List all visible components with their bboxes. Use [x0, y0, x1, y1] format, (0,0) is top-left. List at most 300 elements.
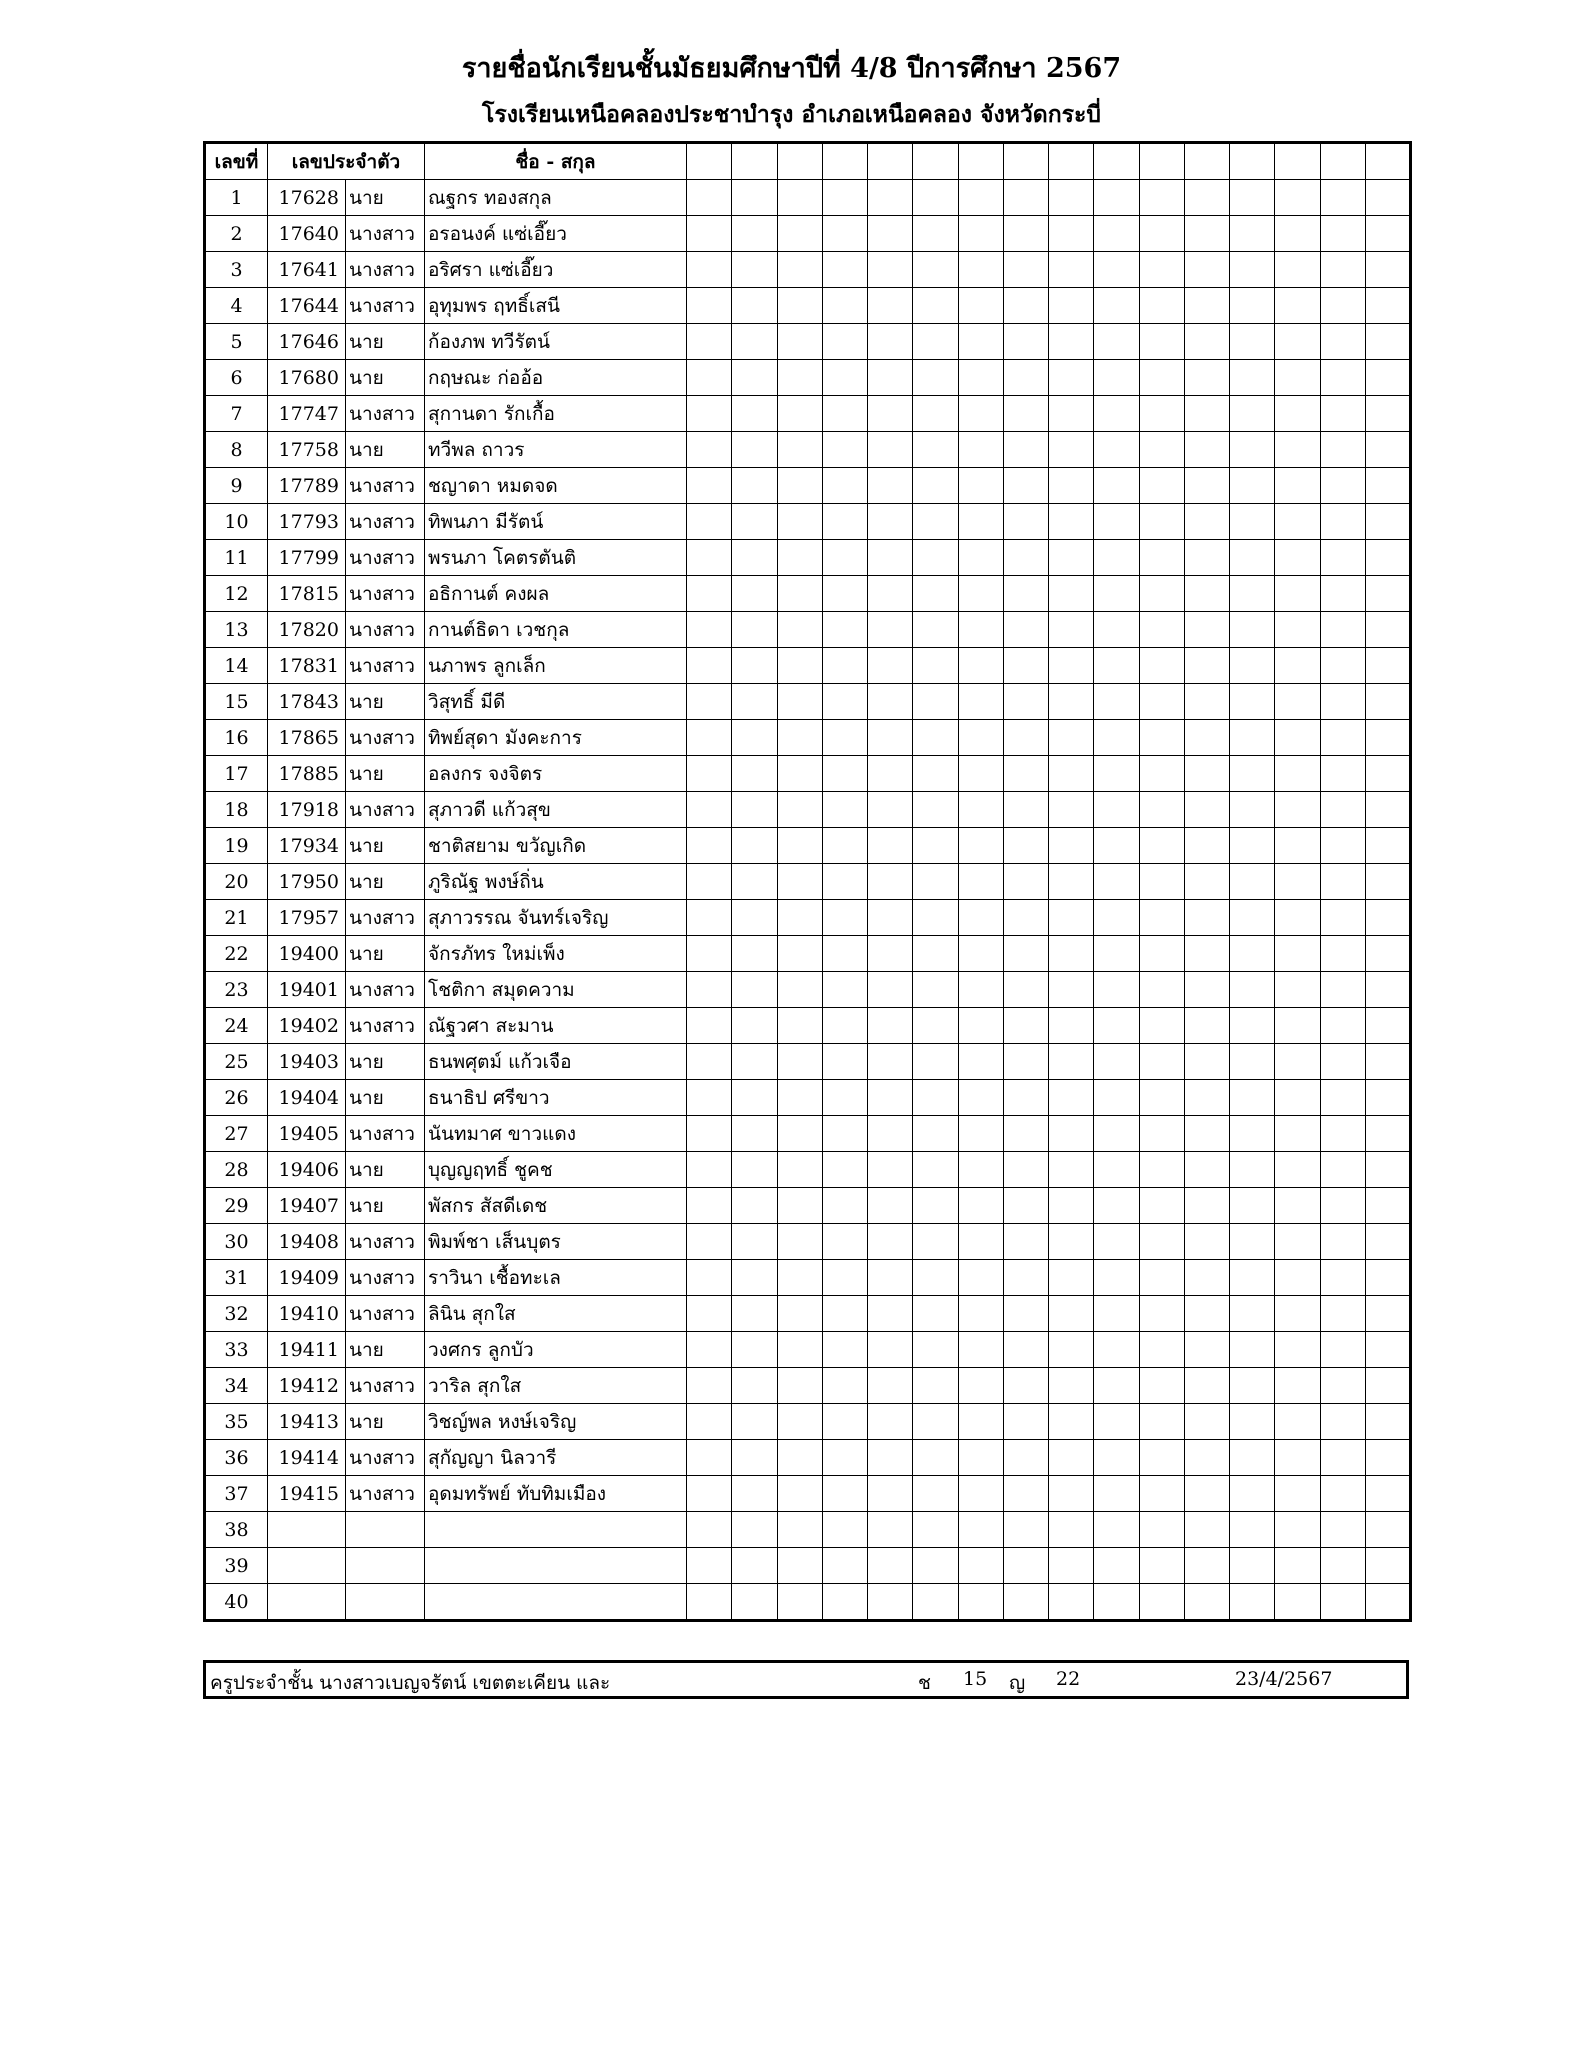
- blank-cell: [1184, 1332, 1229, 1368]
- blank-cell: [1184, 864, 1229, 900]
- blank-cell: [1139, 1404, 1184, 1440]
- blank-cell: [1003, 1440, 1048, 1476]
- blank-cell: [913, 288, 958, 324]
- blank-cell: [1094, 684, 1139, 720]
- row-prefix: นาย: [346, 324, 425, 360]
- female-count: 22: [1056, 1668, 1081, 1690]
- blank-cell: [1365, 1548, 1410, 1584]
- table-row: [205, 1260, 1411, 1296]
- blank-cell: [1049, 216, 1094, 252]
- blank-cell: [1003, 648, 1048, 684]
- table-row: [205, 1512, 1411, 1548]
- blank-cell: [958, 468, 1003, 504]
- blank-cell: [913, 504, 958, 540]
- blank-cell: [1049, 612, 1094, 648]
- blank-cell: [822, 504, 867, 540]
- blank-cell: [1094, 756, 1139, 792]
- header-blank-cell: [822, 143, 867, 180]
- blank-cell: [822, 1080, 867, 1116]
- blank-cell: [1230, 1332, 1275, 1368]
- row-student-id: 17641: [268, 252, 346, 288]
- blank-cell: [1139, 1368, 1184, 1404]
- blank-cell: [732, 720, 777, 756]
- table-row: [205, 1116, 1411, 1152]
- teacher-label: ครูประจำชั้น นางสาวเบญจรัตน์ เขตตะเคียน และ: [210, 1672, 611, 1694]
- table-row: [205, 864, 1411, 900]
- blank-cell: [1275, 1512, 1320, 1548]
- row-prefix: นางสาว: [346, 972, 425, 1008]
- blank-cell: [913, 684, 958, 720]
- row-number: 32: [205, 1296, 268, 1332]
- female-label: ญ: [1009, 1672, 1026, 1694]
- blank-cell: [1139, 972, 1184, 1008]
- row-student-id: 19403: [268, 1044, 346, 1080]
- blank-cell: [868, 1080, 913, 1116]
- row-number: 33: [205, 1332, 268, 1368]
- blank-cell: [822, 288, 867, 324]
- blank-cell: [732, 828, 777, 864]
- blank-cell: [732, 252, 777, 288]
- row-name: อุทุมพร ฤทธิ์เสนี: [425, 288, 687, 324]
- blank-cell: [822, 1044, 867, 1080]
- blank-cell: [913, 1512, 958, 1548]
- row-student-id: 17843: [268, 684, 346, 720]
- blank-cell: [1320, 360, 1365, 396]
- blank-cell: [732, 1332, 777, 1368]
- blank-cell: [958, 720, 1003, 756]
- blank-cell: [732, 360, 777, 396]
- blank-cell: [1139, 1044, 1184, 1080]
- blank-cell: [1230, 1440, 1275, 1476]
- blank-cell: [1003, 252, 1048, 288]
- blank-cell: [822, 1116, 867, 1152]
- blank-cell: [868, 900, 913, 936]
- table-row: [205, 1404, 1411, 1440]
- blank-cell: [1139, 576, 1184, 612]
- blank-cell: [868, 864, 913, 900]
- blank-cell: [868, 1116, 913, 1152]
- blank-cell: [913, 1404, 958, 1440]
- blank-cell: [1230, 828, 1275, 864]
- row-prefix: นางสาว: [346, 720, 425, 756]
- blank-cell: [822, 1332, 867, 1368]
- blank-cell: [1184, 828, 1229, 864]
- blank-cell: [1003, 1296, 1048, 1332]
- blank-cell: [1184, 1548, 1229, 1584]
- blank-cell: [1320, 1548, 1365, 1584]
- blank-cell: [777, 1152, 822, 1188]
- blank-cell: [1049, 1440, 1094, 1476]
- blank-cell: [1320, 540, 1365, 576]
- blank-cell: [958, 576, 1003, 612]
- row-student-id: [268, 1512, 346, 1548]
- blank-cell: [1003, 1188, 1048, 1224]
- row-number: 21: [205, 900, 268, 936]
- row-prefix: นาย: [346, 1152, 425, 1188]
- blank-cell: [1094, 792, 1139, 828]
- blank-cell: [822, 612, 867, 648]
- blank-cell: [1365, 792, 1410, 828]
- blank-cell: [1230, 1008, 1275, 1044]
- blank-cell: [1139, 540, 1184, 576]
- row-number: 34: [205, 1368, 268, 1404]
- blank-cell: [1049, 324, 1094, 360]
- blank-cell: [1094, 1044, 1139, 1080]
- blank-cell: [687, 180, 732, 216]
- blank-cell: [958, 936, 1003, 972]
- blank-cell: [913, 1260, 958, 1296]
- male-count: 15: [963, 1668, 988, 1690]
- blank-cell: [1365, 432, 1410, 468]
- blank-cell: [1320, 1008, 1365, 1044]
- blank-cell: [1049, 468, 1094, 504]
- blank-cell: [777, 468, 822, 504]
- blank-cell: [1230, 1224, 1275, 1260]
- blank-cell: [1320, 1584, 1365, 1621]
- blank-cell: [1365, 756, 1410, 792]
- blank-cell: [1139, 1224, 1184, 1260]
- blank-cell: [687, 468, 732, 504]
- blank-cell: [1049, 252, 1094, 288]
- blank-cell: [1049, 396, 1094, 432]
- blank-cell: [732, 1584, 777, 1621]
- blank-cell: [1094, 972, 1139, 1008]
- table-row: [205, 1224, 1411, 1260]
- blank-cell: [1230, 576, 1275, 612]
- blank-cell: [1275, 756, 1320, 792]
- row-student-id: 17758: [268, 432, 346, 468]
- blank-cell: [958, 1332, 1003, 1368]
- blank-cell: [1139, 1332, 1184, 1368]
- blank-cell: [1275, 216, 1320, 252]
- blank-cell: [1094, 1332, 1139, 1368]
- blank-cell: [1230, 360, 1275, 396]
- blank-cell: [822, 864, 867, 900]
- header-blank-cell: [1320, 143, 1365, 180]
- blank-cell: [1184, 432, 1229, 468]
- blank-cell: [1365, 1476, 1410, 1512]
- blank-cell: [1320, 432, 1365, 468]
- row-prefix: นาย: [346, 180, 425, 216]
- row-student-id: 19415: [268, 1476, 346, 1512]
- blank-cell: [1003, 216, 1048, 252]
- blank-cell: [958, 1152, 1003, 1188]
- row-name: สุกัญญา นิลวารี: [425, 1440, 687, 1476]
- blank-cell: [1320, 972, 1365, 1008]
- blank-cell: [913, 180, 958, 216]
- blank-cell: [1094, 252, 1139, 288]
- blank-cell: [1003, 468, 1048, 504]
- table-row: [205, 1044, 1411, 1080]
- blank-cell: [1139, 1440, 1184, 1476]
- blank-cell: [777, 252, 822, 288]
- blank-cell: [1230, 1116, 1275, 1152]
- table-row: [205, 1368, 1411, 1404]
- blank-cell: [1184, 720, 1229, 756]
- blank-cell: [822, 828, 867, 864]
- table-row: [205, 1188, 1411, 1224]
- blank-cell: [1184, 792, 1229, 828]
- blank-cell: [868, 1332, 913, 1368]
- blank-cell: [868, 792, 913, 828]
- blank-cell: [1230, 1368, 1275, 1404]
- blank-cell: [868, 324, 913, 360]
- blank-cell: [958, 1008, 1003, 1044]
- blank-cell: [868, 1188, 913, 1224]
- blank-cell: [1320, 828, 1365, 864]
- blank-cell: [732, 792, 777, 828]
- row-name: นภาพร ลูกเล็ก: [425, 648, 687, 684]
- header-blank-cell: [732, 143, 777, 180]
- blank-cell: [1049, 180, 1094, 216]
- blank-cell: [868, 720, 913, 756]
- blank-cell: [1230, 972, 1275, 1008]
- blank-cell: [777, 1260, 822, 1296]
- blank-cell: [1275, 720, 1320, 756]
- blank-cell: [868, 180, 913, 216]
- table-row: [205, 900, 1411, 936]
- blank-cell: [777, 828, 822, 864]
- blank-cell: [687, 936, 732, 972]
- blank-cell: [913, 468, 958, 504]
- blank-cell: [1139, 756, 1184, 792]
- blank-cell: [777, 1476, 822, 1512]
- blank-cell: [1003, 720, 1048, 756]
- blank-cell: [1003, 972, 1048, 1008]
- blank-cell: [732, 504, 777, 540]
- blank-cell: [1320, 468, 1365, 504]
- blank-cell: [1184, 1116, 1229, 1152]
- blank-cell: [1094, 180, 1139, 216]
- blank-cell: [1230, 1296, 1275, 1332]
- row-prefix: นาย: [346, 1332, 425, 1368]
- blank-cell: [1139, 252, 1184, 288]
- blank-cell: [1003, 1548, 1048, 1584]
- row-name: สุภาวดี แก้วสุข: [425, 792, 687, 828]
- blank-cell: [958, 324, 1003, 360]
- row-number: 24: [205, 1008, 268, 1044]
- blank-cell: [732, 288, 777, 324]
- row-student-id: 17831: [268, 648, 346, 684]
- blank-cell: [1139, 504, 1184, 540]
- blank-cell: [1230, 864, 1275, 900]
- blank-cell: [1094, 1152, 1139, 1188]
- blank-cell: [822, 576, 867, 612]
- row-number: 28: [205, 1152, 268, 1188]
- blank-cell: [1230, 1584, 1275, 1621]
- blank-cell: [1320, 1440, 1365, 1476]
- blank-cell: [1275, 504, 1320, 540]
- blank-cell: [1049, 1188, 1094, 1224]
- header-blank-cell: [777, 143, 822, 180]
- blank-cell: [1003, 360, 1048, 396]
- blank-cell: [822, 252, 867, 288]
- blank-cell: [687, 1548, 732, 1584]
- blank-cell: [958, 1080, 1003, 1116]
- blank-cell: [822, 792, 867, 828]
- blank-cell: [913, 1440, 958, 1476]
- blank-cell: [1094, 720, 1139, 756]
- blank-cell: [822, 1260, 867, 1296]
- blank-cell: [732, 180, 777, 216]
- blank-cell: [913, 1044, 958, 1080]
- blank-cell: [1139, 1152, 1184, 1188]
- table-row: [205, 216, 1411, 252]
- blank-cell: [1049, 1224, 1094, 1260]
- blank-cell: [1275, 1188, 1320, 1224]
- blank-cell: [1365, 720, 1410, 756]
- blank-cell: [687, 1044, 732, 1080]
- blank-cell: [1003, 288, 1048, 324]
- blank-cell: [913, 1584, 958, 1621]
- blank-cell: [732, 1512, 777, 1548]
- row-name: กฤษณะ ก่ออ้อ: [425, 360, 687, 396]
- row-number: 7: [205, 396, 268, 432]
- blank-cell: [1275, 1260, 1320, 1296]
- row-student-id: [268, 1548, 346, 1584]
- row-number: 3: [205, 252, 268, 288]
- row-number: 22: [205, 936, 268, 972]
- table-row: [205, 720, 1411, 756]
- blank-cell: [958, 648, 1003, 684]
- blank-cell: [1320, 324, 1365, 360]
- blank-cell: [1320, 180, 1365, 216]
- header-blank-cell: [1094, 143, 1139, 180]
- blank-cell: [958, 180, 1003, 216]
- blank-cell: [1230, 324, 1275, 360]
- blank-cell: [1049, 1476, 1094, 1512]
- blank-cell: [1365, 936, 1410, 972]
- blank-cell: [958, 1224, 1003, 1260]
- blank-cell: [1094, 612, 1139, 648]
- row-name: ทวีพล ถาวร: [425, 432, 687, 468]
- row-prefix: นาย: [346, 864, 425, 900]
- blank-cell: [822, 972, 867, 1008]
- blank-cell: [777, 648, 822, 684]
- blank-cell: [822, 1512, 867, 1548]
- row-prefix: นางสาว: [346, 1224, 425, 1260]
- blank-cell: [777, 1332, 822, 1368]
- table-row: [205, 1152, 1411, 1188]
- row-prefix: นาย: [346, 1188, 425, 1224]
- blank-cell: [1003, 1332, 1048, 1368]
- blank-cell: [1365, 324, 1410, 360]
- blank-cell: [777, 432, 822, 468]
- table-row: [205, 612, 1411, 648]
- blank-cell: [1230, 468, 1275, 504]
- row-name: ธนาธิป ศรีขาว: [425, 1080, 687, 1116]
- blank-cell: [1049, 756, 1094, 792]
- blank-cell: [1184, 504, 1229, 540]
- blank-cell: [1094, 936, 1139, 972]
- blank-cell: [1275, 252, 1320, 288]
- blank-cell: [1184, 1224, 1229, 1260]
- blank-cell: [1320, 900, 1365, 936]
- blank-cell: [777, 576, 822, 612]
- blank-cell: [913, 648, 958, 684]
- blank-cell: [777, 900, 822, 936]
- blank-cell: [1139, 1548, 1184, 1584]
- row-student-id: 19408: [268, 1224, 346, 1260]
- blank-cell: [1365, 576, 1410, 612]
- blank-cell: [1049, 1584, 1094, 1621]
- blank-cell: [1049, 684, 1094, 720]
- blank-cell: [777, 504, 822, 540]
- blank-cell: [1230, 1188, 1275, 1224]
- header-blank-cell: [1230, 143, 1275, 180]
- blank-cell: [958, 1512, 1003, 1548]
- row-student-id: 19414: [268, 1440, 346, 1476]
- row-number: 19: [205, 828, 268, 864]
- blank-cell: [1049, 1044, 1094, 1080]
- blank-cell: [1365, 648, 1410, 684]
- blank-cell: [868, 1224, 913, 1260]
- blank-cell: [687, 1476, 732, 1512]
- row-student-id: 17646: [268, 324, 346, 360]
- blank-cell: [958, 1296, 1003, 1332]
- header-blank-cell: [1003, 143, 1048, 180]
- blank-cell: [1003, 684, 1048, 720]
- blank-cell: [732, 1296, 777, 1332]
- blank-cell: [868, 648, 913, 684]
- table-row: [205, 504, 1411, 540]
- blank-cell: [1049, 936, 1094, 972]
- blank-cell: [732, 1080, 777, 1116]
- blank-cell: [1230, 1260, 1275, 1296]
- blank-cell: [958, 1116, 1003, 1152]
- blank-cell: [687, 972, 732, 1008]
- blank-cell: [1365, 1332, 1410, 1368]
- blank-cell: [868, 1404, 913, 1440]
- blank-cell: [1139, 1296, 1184, 1332]
- blank-cell: [687, 1224, 732, 1260]
- blank-cell: [1184, 1476, 1229, 1512]
- row-student-id: 19412: [268, 1368, 346, 1404]
- blank-cell: [868, 1044, 913, 1080]
- blank-cell: [1320, 720, 1365, 756]
- blank-cell: [1139, 792, 1184, 828]
- blank-cell: [687, 324, 732, 360]
- row-prefix: นางสาว: [346, 1008, 425, 1044]
- row-number: 40: [205, 1584, 268, 1621]
- blank-cell: [1049, 432, 1094, 468]
- row-student-id: 19413: [268, 1404, 346, 1440]
- blank-cell: [868, 576, 913, 612]
- blank-cell: [868, 360, 913, 396]
- blank-cell: [1139, 900, 1184, 936]
- blank-cell: [822, 648, 867, 684]
- blank-cell: [868, 468, 913, 504]
- blank-cell: [1275, 792, 1320, 828]
- blank-cell: [1139, 1476, 1184, 1512]
- row-prefix: นางสาว: [346, 576, 425, 612]
- blank-cell: [1003, 756, 1048, 792]
- blank-cell: [732, 864, 777, 900]
- row-number: 27: [205, 1116, 268, 1152]
- blank-cell: [732, 1044, 777, 1080]
- blank-cell: [1320, 1476, 1365, 1512]
- row-name: พัสกร สัสดีเดช: [425, 1188, 687, 1224]
- blank-cell: [1275, 1332, 1320, 1368]
- row-prefix: นางสาว: [346, 1476, 425, 1512]
- page-title: รายชื่อนักเรียนชั้นมัธยมศึกษาปีที่ 4/8 ปีการศึกษา 2567: [461, 53, 1122, 84]
- row-number: 37: [205, 1476, 268, 1512]
- blank-cell: [822, 1548, 867, 1584]
- row-number: 10: [205, 504, 268, 540]
- blank-cell: [777, 756, 822, 792]
- table-row: [205, 432, 1411, 468]
- blank-cell: [1275, 1368, 1320, 1404]
